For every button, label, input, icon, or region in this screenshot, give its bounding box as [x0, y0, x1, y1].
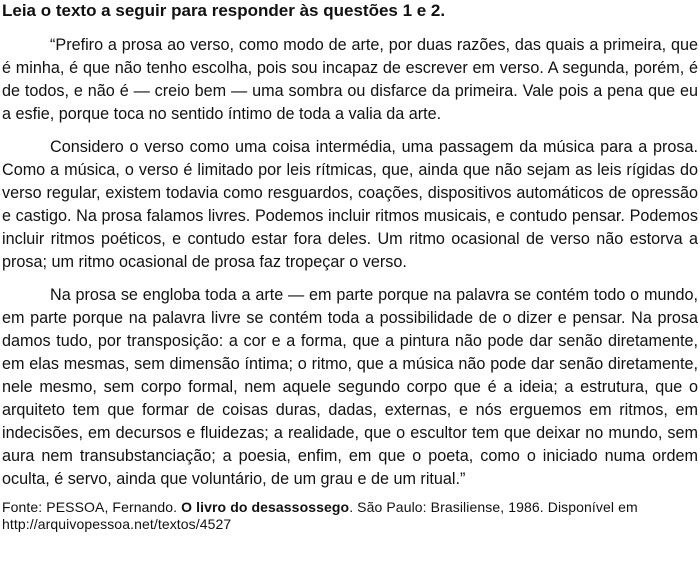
text-paragraph-2: Considero o verso como uma coisa intermédia, uma passagem da música para a prosa. Como a música, o verso é limitado por leis rítmicas, que, ainda que não sejam as leis rígidas do verso regular, existem todavia como resguardos, coações, dispositivos automáticos de opressão e castigo. Na prosa falamos livres. Podemos incluir ritmos musicais, e contudo pensar. Podemos incluir ritmos poéticos, e contudo estar fora deles. Um ritmo ocasional de verso não estorva a prosa; um ritmo ocasional de prosa faz tropeçar o verso. — [2, 138, 698, 271]
source-book-title: O livro do desassossego — [181, 499, 350, 515]
source-citation — [2, 499, 698, 533]
source-url: http://arquivopessoa.net/textos/4527 — [2, 516, 232, 532]
text-paragraph-1: “Prefiro a prosa ao verso, como modo de arte, por duas razões, das quais a primeira, que é minha, é que não tenho escolha, pois sou incapaz de escrever em verso. A segunda, porém, é de todos, e não é — creio bem — uma sombra ou disfarce da primeira. Vale pois a pena que eu a esfie, porque toca no sentido íntimo de toda a valia da arte. — [2, 36, 698, 123]
text-paragraph-3: Na prosa se engloba toda a arte — em parte porque na palavra se contém todo o mundo, em parte porque na palavra livre se contém toda a possibilidade de o dizer e pensar. Na prosa damos tudo, por transposição: a cor e a forma, que a pintura não pode dar senão diretamente, em elas mesmas, sem dimensão íntima; o ritmo, que a música não pode dar senão diretamente, nele mesmo, sem corpo formal, nem aquele segundo corpo que é a ideia; a estrutura, que o arquiteto tem que formar de coisas duras, dadas, externas, e nós erguemos em ritmos, em indecisões, em decursos e fluidezas; a realidade, que o escultor tem que deixar no mundo, sem aura nem transubstanciação; a poesia, enfim, em que o poeta, como o iniciado numa ordem oculta, é servo, ainda que voluntário, de um grau e de um ritual.” — [2, 286, 698, 488]
source-suffix: . São Paulo: Brasiliense, 1986. Disponível em — [349, 499, 638, 515]
source-prefix: Fonte: PESSOA, Fernando. — [2, 499, 182, 515]
instructions-heading: Leia o texto a seguir para responder às questões 1 e 2. — [2, 1, 446, 20]
